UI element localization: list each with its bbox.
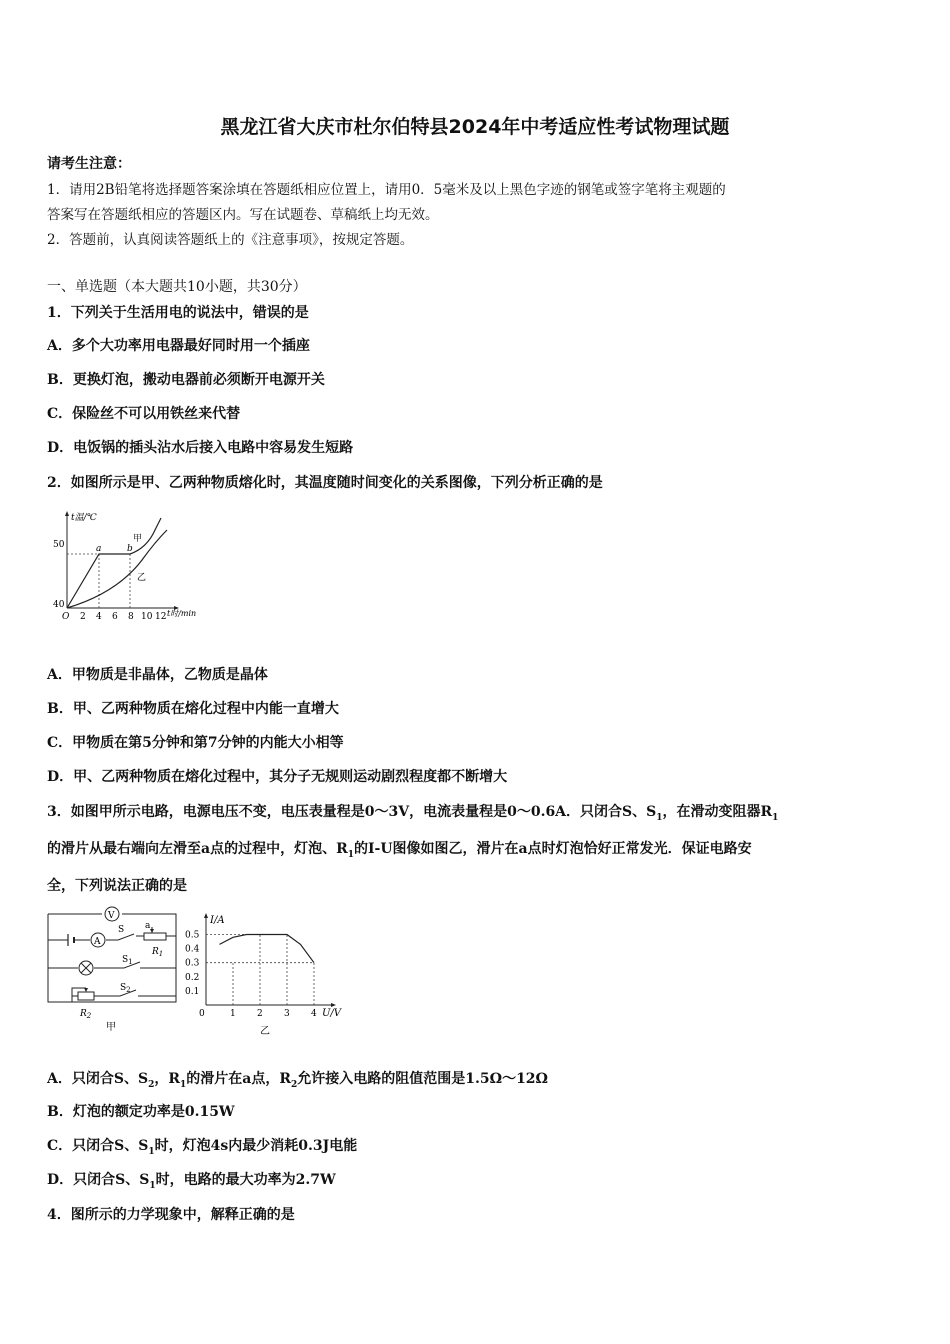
notice-item-1a: 1．请用2B铅笔将选择题答案涂填在答题纸相应位置上，请用0．5毫米及以上黑色字迹的钢笔或签字笔将主观题的 (47, 182, 726, 198)
q2-option-a: A．甲物质是非晶体，乙物质是晶体 (47, 667, 268, 683)
x-tick-6: 6 (112, 612, 118, 622)
iu-caption: 乙 (260, 1026, 270, 1036)
r1-label-text: R (152, 947, 159, 957)
r2-label-text: R (80, 1009, 87, 1019)
r2-slider-tip (84, 988, 88, 992)
iu-y-tick-0-1: 0.1 (185, 986, 200, 997)
q1-stem: 1．下列关于生活用电的说法中，错误的是 (47, 305, 309, 321)
q3-line1-text: 3．如图甲所示电路，电源电压不变，电压表量程是0～3V，电流表量程是0～0.6A．只闭合S、S (47, 804, 657, 820)
iu-ylabel: I/A (210, 915, 225, 926)
q2-option-c: C．甲物质在第5分钟和第7分钟的内能大小相等 (47, 735, 344, 751)
iu-chart (184, 910, 354, 1036)
iu-x-tick-2: 2 (257, 1009, 263, 1019)
point-a-label: a (96, 544, 102, 554)
notice-item-2: 2．答题前，认真阅读答题纸上的《注意事项》，按规定答题。 (47, 232, 414, 248)
q3-option-a-2: ，R (154, 1071, 180, 1087)
iu-y-tick-0-3: 0.3 (185, 958, 200, 969)
q3-line2-b: 的I-U图像如图乙，滑片在a点时灯泡恰好正常发光．保证电路安 (353, 841, 752, 857)
q3-option-d-2: 时，电路的最大功率为2.7W (155, 1172, 336, 1188)
q1-option-c: C．保险丝不可以用铁丝来代替 (47, 406, 241, 422)
r2-label (79, 1009, 92, 1020)
r1-slider-tip (150, 929, 154, 933)
y-axis-arrow (65, 511, 69, 516)
q2-option-d: D．甲、乙两种物质在熔化过程中，其分子无规则运动剧烈程度都不断增大 (47, 769, 508, 785)
iu-guides (206, 935, 314, 1006)
iu-y-tick-0-5: 0.5 (185, 930, 200, 941)
label-jia: 甲 (133, 534, 143, 544)
r1-label (151, 947, 163, 958)
q3-line2-a: 的滑片从最右端向左滑至a点的过程中，灯泡、R (47, 841, 348, 857)
q3-option-c (47, 1135, 357, 1157)
iu-y-axis-arrow (204, 913, 208, 918)
q3-option-a-sub3: 2 (290, 1079, 298, 1090)
q3-line2-sub: 1 (347, 849, 354, 860)
iu-x-axis-arrow (331, 1003, 336, 1007)
switch-s2-label (120, 983, 131, 994)
iu-x-tick-4: 4 (311, 1009, 317, 1019)
r1-label-sub: 1 (158, 950, 164, 958)
r2-label-sub: 2 (86, 1012, 92, 1020)
iu-y-tick-0-2: 0.2 (185, 972, 200, 983)
q3-option-a-4: 允许接入电路的阻值范围是1.5Ω～12Ω (297, 1071, 549, 1087)
q3-option-d-1: D．只闭合S、S (47, 1172, 150, 1188)
melting-graph (47, 508, 217, 626)
q3-option-c-2: 时，灯泡4s内最少消耗0.3J电能 (154, 1138, 358, 1154)
iu-x-tick-3: 3 (284, 1009, 290, 1019)
q2-option-b: B．甲、乙两种物质在熔化过程中内能一直增大 (47, 701, 339, 717)
q3-option-a-1: A．只闭合S、S (47, 1071, 149, 1087)
q1-option-d: D．电饭锅的插头沾水后接入电路中容易发生短路 (47, 440, 354, 456)
graph1-xlabel: t时/min (167, 609, 197, 618)
circuit-diagram (44, 904, 184, 1036)
q1-option-a: A．多个大功率用电器最好同时用一个插座 (47, 338, 310, 354)
q3-option-a-sub1: 2 (148, 1079, 155, 1090)
circuit-caption: 甲 (106, 1022, 116, 1033)
switch-s2-label-sub: 2 (126, 986, 131, 994)
rheostat-r1 (144, 933, 166, 940)
q3-line1-tail-sub: 1 (772, 812, 779, 823)
switch-s1-label-text: S (122, 955, 129, 965)
q3-line1-tail: ，在滑动变阻器R (662, 804, 773, 820)
curve-jia (67, 518, 161, 608)
q3-line2 (47, 838, 752, 860)
iu-x-tick-0: 0 (199, 1009, 205, 1019)
point-a-label: a (145, 921, 151, 931)
switch-s1-label-sub: 1 (128, 958, 133, 966)
q3-option-b: B．灯泡的额定功率是0.15W (47, 1104, 235, 1120)
x-tick-10: 10 (141, 612, 153, 622)
q3-line1-sub: 1 (656, 812, 663, 823)
y-tick-40: 40 (53, 600, 65, 610)
q1-option-b: B．更换灯泡，搬动电器前必须断开电源开关 (47, 372, 325, 388)
point-b-label: b (127, 544, 133, 554)
iu-ticks (185, 931, 317, 1020)
notice-item-1b: 答案写在答题纸相应的答题区内。写在试题卷、草稿纸上均无效。 (47, 207, 439, 223)
q3-option-d-sub: 1 (149, 1180, 156, 1191)
switch-s2-label-text: S (120, 983, 127, 993)
q3-option-a-sub2: 1 (180, 1079, 187, 1090)
graph1-ylabel: t温/℃ (71, 513, 97, 523)
page-title: 黑龙江省大庆市杜尔伯特县2024年中考适应性考试物理试题 (220, 116, 730, 138)
iu-x-tick-1: 1 (230, 1009, 236, 1019)
x-tick-8: 8 (128, 612, 134, 622)
switch-s1-label (122, 955, 133, 966)
x-tick-2: 2 (80, 612, 86, 622)
iu-xlabel: U/V (322, 1008, 342, 1019)
q3-option-c-1: C．只闭合S、S (47, 1138, 149, 1154)
x-tick-origin: O (62, 612, 70, 622)
x-tick-4: 4 (96, 612, 102, 622)
q3-option-d (47, 1169, 336, 1191)
circuit-outer-wires (48, 914, 176, 1002)
section-heading: 一、单选题（本大题共10小题，共30分） (47, 279, 307, 295)
q4-stem: 4．图所示的力学现象中，解释正确的是 (47, 1207, 295, 1223)
switch-s-label: S (118, 925, 125, 935)
q3-line3: 全，下列说法正确的是 (47, 878, 187, 894)
q3-option-a-3: 的滑片在a点，R (186, 1071, 291, 1087)
ammeter-label: A (94, 937, 101, 947)
q3-option-c-sub: 1 (148, 1146, 155, 1157)
iu-series-line (220, 935, 315, 963)
q3-line1 (47, 801, 778, 823)
x-tick-12: 12 (155, 612, 167, 622)
curve-yi (67, 530, 167, 608)
label-yi: 乙 (137, 573, 147, 583)
iu-y-tick-0-4: 0.4 (185, 944, 200, 955)
y-tick-50: 50 (53, 540, 65, 550)
q3-option-a (47, 1068, 548, 1090)
rheostat-r2 (78, 992, 94, 1000)
q2-stem: 2．如图所示是甲、乙两种物质熔化时，其温度随时间变化的关系图像，下列分析正确的是 (47, 475, 603, 491)
notice-heading: 请考生注意： (47, 156, 131, 172)
voltmeter-label: V (108, 911, 115, 921)
